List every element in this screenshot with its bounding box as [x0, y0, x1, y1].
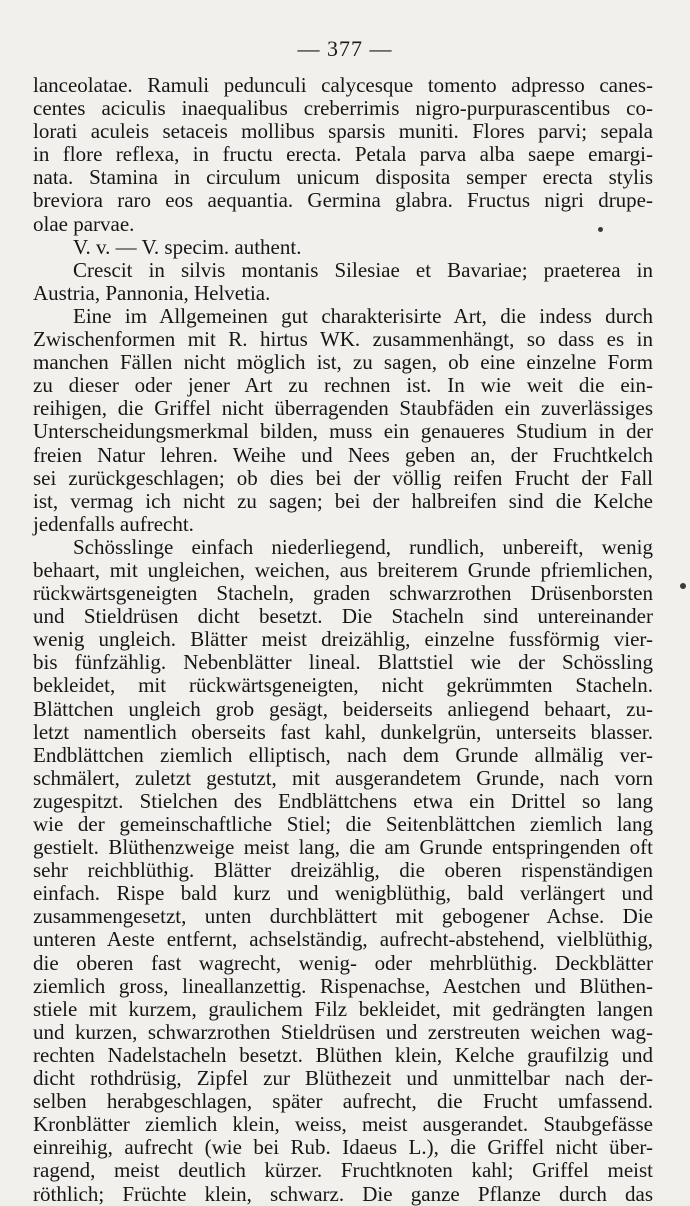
text-line-content: ragend, meist deutlich kürzer. Fruchtknoten kahl; Griffel meist — [33, 1158, 653, 1183]
text-line-content: Zwischenformen mit R. hirtus WK. zusammenhängt, so dass es in — [33, 327, 653, 352]
text-line-content: behaart, mit ungleichen, weichen, aus breiterem Grunde pfriemlichen, — [33, 557, 653, 582]
text-line — [33, 513, 653, 536]
text-line — [33, 374, 653, 397]
text-line — [33, 351, 653, 374]
text-line — [33, 952, 653, 975]
text-line-content: Endblättchen ziemlich elliptisch, nach dem Grunde allmälig ver- — [33, 742, 653, 767]
text-line — [33, 975, 653, 998]
text-line-content: stiele mit kurzem, graulichem Filz bekleidet, mit gedrängten langen — [33, 996, 653, 1021]
text-line — [33, 905, 653, 928]
text-line — [33, 1113, 653, 1136]
text-line — [33, 651, 653, 674]
text-line — [33, 444, 653, 467]
text-line-content: Austria, Pannonia, Helvetia. — [33, 280, 271, 305]
text-line — [33, 559, 653, 582]
text-line — [33, 674, 653, 697]
text-line-content: einfach. Rispe bald kurz und wenigblüthig, bald verlängert und — [33, 881, 653, 906]
text-line — [33, 744, 653, 767]
text-line-content: dicht rothdrüsig, Zipfel zur Blüthezeit und unmittelbar nach der- — [33, 1066, 653, 1091]
text-line-content: reihigen, die Griffel nicht überragenden Staubfäden ein zuverlässiges — [33, 396, 653, 421]
text-line — [33, 490, 653, 513]
text-line-content: lorati aculeis setaceis mollibus sparsis muniti. Flores parvi; sepala — [33, 119, 653, 144]
text-line — [33, 1044, 653, 1067]
text-line-content: Unterscheidungsmerkmal bilden, muss ein genaueres Studium in der — [33, 419, 653, 444]
text-line — [33, 74, 653, 97]
text-line-content: Blättchen ungleich grob gesägt, beiderseits anliegend behaart, zu- — [33, 696, 653, 721]
text-line-content: ziemlich gross, lineallanzettig. Rispenachse, Aestchen und Blüthen- — [33, 973, 653, 998]
text-line — [33, 582, 653, 605]
text-line — [33, 143, 653, 166]
text-line — [33, 1183, 653, 1206]
text-line-content: bis fünfzählig. Nebenblätter lineal. Blattstiel wie der Schössling — [33, 650, 653, 675]
text-line-content: nata. Stamina in circulum unicum disposita semper erecta stylis — [33, 165, 653, 190]
text-line-content: ist, vermag ich nicht zu sagen; bei der halbreifen sind die Kelche — [33, 488, 653, 513]
text-line — [33, 328, 653, 351]
text-line-content: zugespitzt. Stielchen des Endblättchens etwa ein Drittel so lang — [33, 788, 653, 813]
ink-speck — [680, 583, 686, 589]
text-line-content: Eine im Allgemeinen gut charakterisirte Art, die indess durch — [73, 303, 653, 328]
text-line — [33, 1136, 653, 1159]
text-line — [33, 836, 653, 859]
text-line-content: letzt namentlich oberseits fast kahl, dunkelgrün, unterseits blasser. — [33, 719, 653, 744]
text-line-content: und kurzen, schwarzrothen Stieldrüsen und zerstreuten weichen wag- — [33, 1019, 653, 1044]
text-line — [33, 166, 653, 189]
text-line — [33, 790, 653, 813]
text-line — [33, 420, 653, 443]
text-line — [33, 1090, 653, 1113]
text-line-content: bekleidet, mit rückwärtsgeneigten, nicht gekrümmten Stacheln. — [33, 673, 653, 698]
text-line — [33, 189, 653, 212]
text-line-content: breviora raro eos aequantia. Germina glabra. Fructus nigri drupe- — [33, 188, 653, 213]
text-line — [33, 813, 653, 836]
text-line — [33, 213, 653, 236]
text-line-content: die oberen fast wagrecht, wenig- oder mehrblüthig. Deckblätter — [33, 950, 653, 975]
text-line — [33, 1067, 653, 1090]
text-line-content: lanceolatae. Ramuli pedunculi calycesque tomento adpresso canes- — [33, 73, 653, 97]
text-line-content: V. v. — V. specim. authent. — [73, 234, 302, 259]
text-line-content: Crescit in silvis montanis Silesiae et Bavariae; praeterea in — [73, 257, 653, 282]
text-line — [33, 859, 653, 882]
text-line-content: centes aciculis inaequalibus creberrimis nigro-purpurascentibus co- — [33, 96, 653, 121]
body-text — [33, 74, 653, 1206]
text-line-content: sehr reichblüthig. Blätter dreizählig, die oberen rispenständigen — [33, 858, 653, 883]
text-line — [33, 1159, 653, 1182]
text-line — [33, 536, 653, 559]
text-line-content: olae parvae. — [33, 211, 135, 236]
text-line — [33, 628, 653, 651]
text-line — [33, 97, 653, 120]
text-line — [33, 259, 653, 282]
text-line — [33, 467, 653, 490]
text-line-content: wie der gemeinschaftliche Stiel; die Seitenblättchen ziemlich lang — [33, 812, 653, 836]
text-line-content: jedenfalls aufrecht. — [33, 511, 194, 536]
text-line-content: rechten Nadelstacheln besetzt. Blüthen klein, Kelche graufilzig und — [33, 1042, 653, 1067]
text-line-content: röthlich; Früchte klein, schwarz. Die ganze Pflanze durch das — [33, 1181, 653, 1206]
text-line-content: gestielt. Blüthenzweige meist lang, die am Grunde entspringenden oft — [33, 835, 653, 860]
text-line — [33, 120, 653, 143]
text-line-content: unteren Aeste entfernt, achselständig, aufrecht-abstehend, vielblüthig, — [33, 927, 653, 952]
text-line — [33, 397, 653, 420]
text-line-content: in flore reflexa, in fructu erecta. Petala parva alba saepe emargi- — [33, 142, 653, 167]
text-line-content: manchen Fällen nicht möglich ist, zu sagen, ob eine einzelne Form — [33, 350, 653, 375]
text-line-content: einreihig, aufrecht (wie bei Rub. Idaeus L.), die Griffel nicht über- — [33, 1135, 653, 1160]
text-line — [33, 998, 653, 1021]
text-line-content: Kronblätter ziemlich klein, weiss, meist ausgerandet. Staubgefässe — [33, 1112, 653, 1137]
text-line-content: zu dieser oder jener Art zu rechnen ist. In wie weit die ein- — [33, 373, 653, 398]
text-line — [33, 721, 653, 744]
text-line — [33, 305, 653, 328]
text-line — [33, 1021, 653, 1044]
text-line — [33, 882, 653, 905]
text-line-content: rückwärtsgeneigten Stacheln, graden schwarzrothen Drüsenborsten — [33, 581, 653, 606]
text-line — [33, 236, 653, 259]
text-line-content: zusammengesetzt, unten durchblättert mit gebogener Achse. Die — [33, 904, 653, 929]
text-line — [33, 767, 653, 790]
text-line — [33, 282, 653, 305]
text-line-content: wenig ungleich. Blätter meist dreizählig, einzelne fussförmig vier- — [33, 627, 653, 652]
page-number: — 377 — — [297, 36, 393, 61]
text-line-content: Schösslinge einfach niederliegend, rundlich, unbereift, wenig — [73, 534, 653, 559]
text-line-content: freien Natur lehren. Weihe und Nees geben an, der Fruchtkelch — [33, 442, 653, 467]
text-line — [33, 928, 653, 951]
text-line — [33, 698, 653, 721]
ink-speck — [598, 227, 603, 232]
text-line-content: und Stieldrüsen dicht besetzt. Die Stacheln sind untereinander — [33, 604, 653, 629]
text-line — [33, 605, 653, 628]
text-line-content: sei zurückgeschlagen; ob dies bei der völlig reifen Frucht der Fall — [33, 465, 653, 490]
text-line-content: selben herabgeschlagen, später aufrecht, die Frucht umfassend. — [33, 1089, 653, 1114]
text-line-content: schmälert, zuletzt gestutzt, mit ausgerandetem Grunde, nach vorn — [33, 765, 653, 790]
